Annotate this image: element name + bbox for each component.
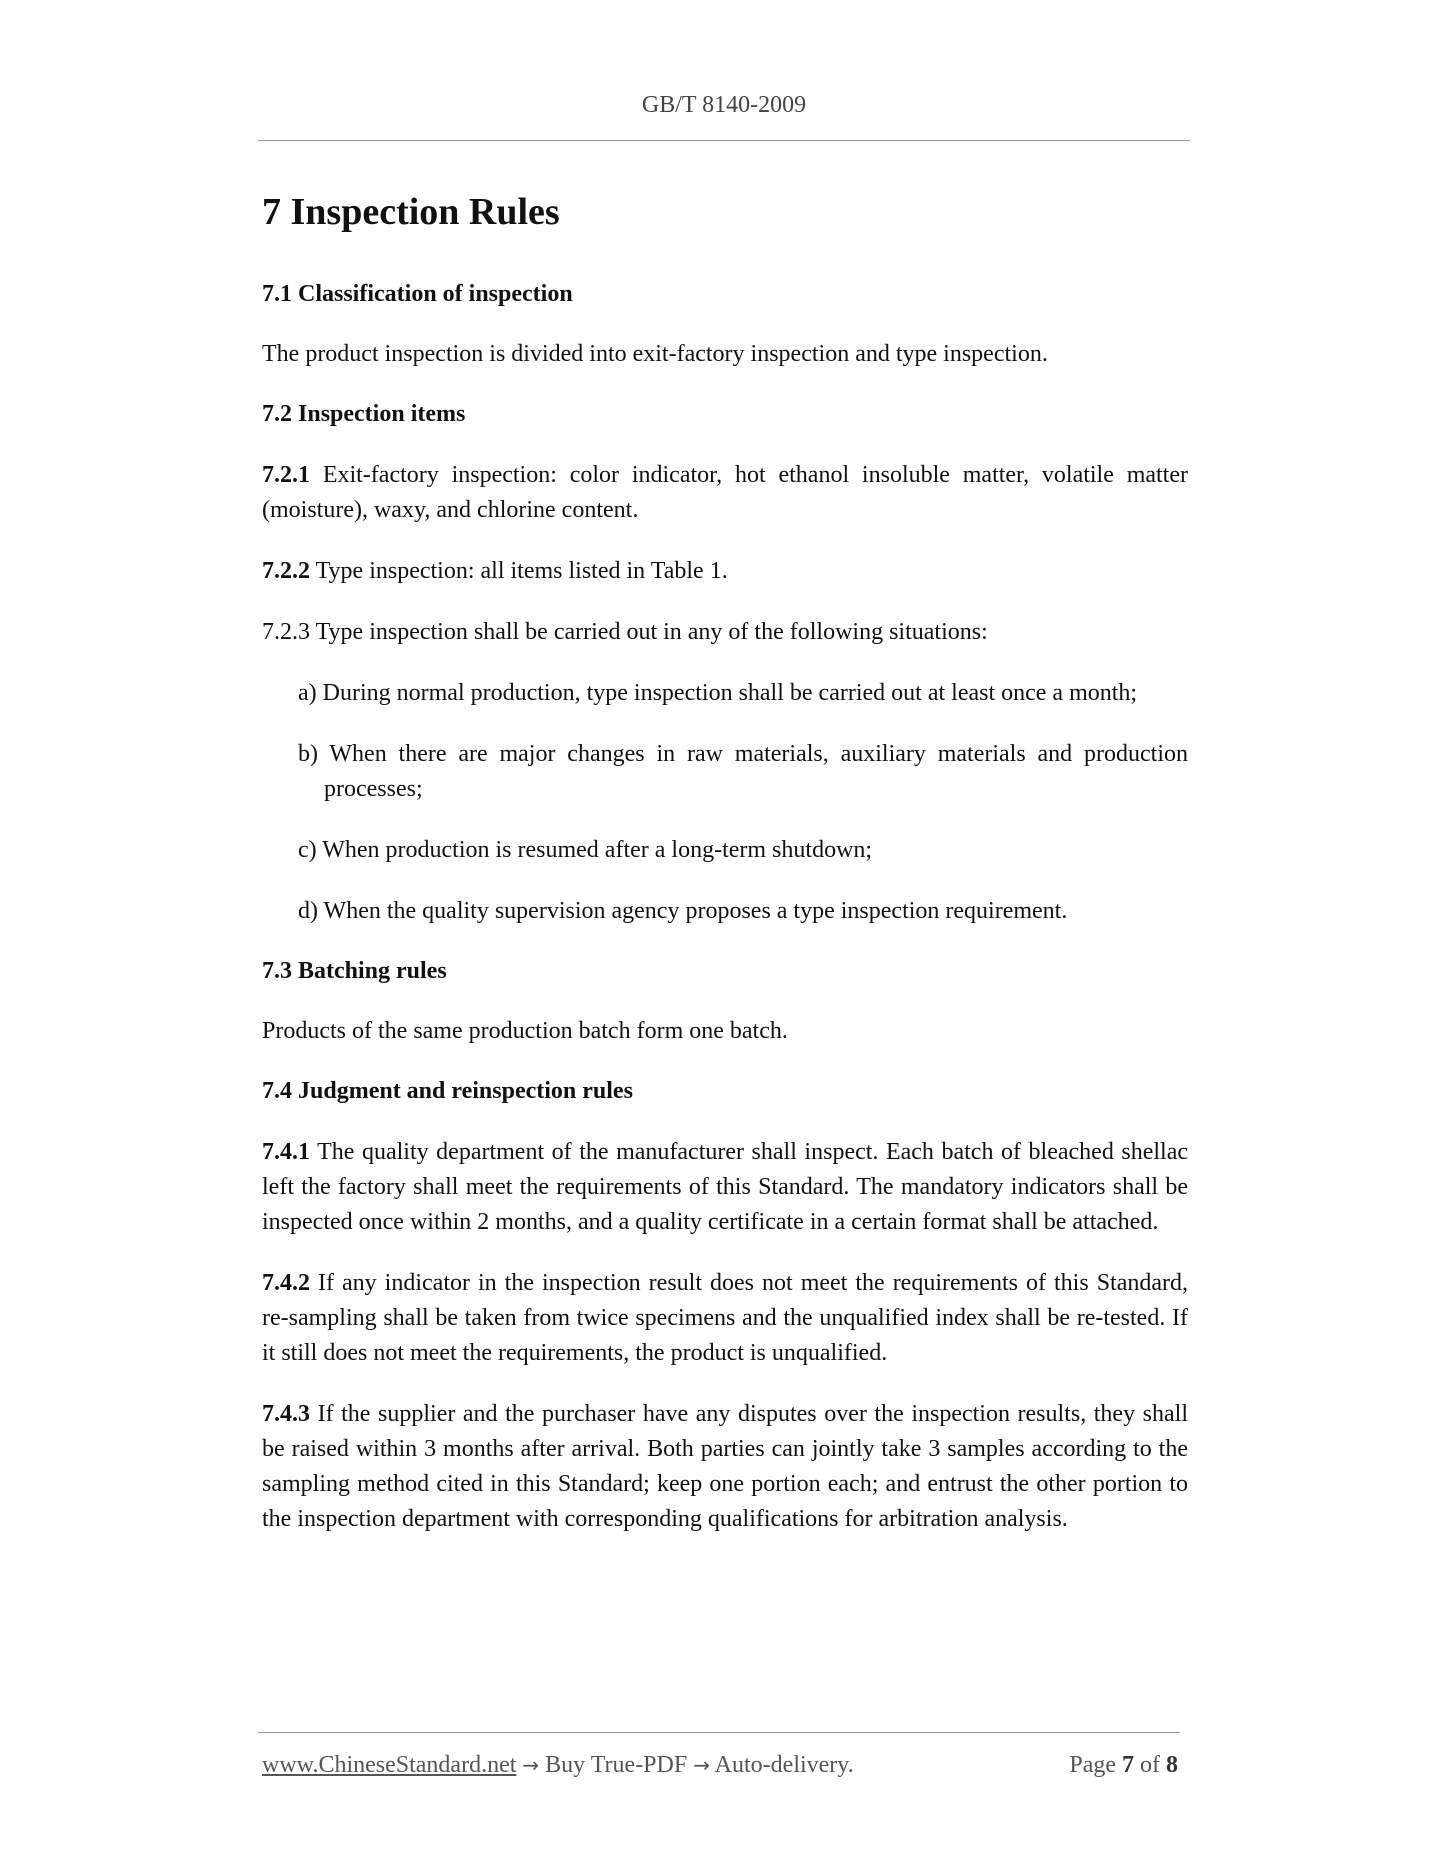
footer-links (262, 1752, 854, 1779)
list-item: a) During normal production, type inspection shall be carried out at least once a month; (298, 679, 1138, 706)
page-current: 7 (1122, 1752, 1134, 1778)
clause-text: If any indicator in the inspection result does not meet the requirements of this Standard, re-sampling shall be taken from twice specimens and the unqualified index shall be re-tested. If it still does not meet the requirements, the product is unqualified. (262, 1269, 1188, 1366)
paragraph-7-3: Products of the same production batch form one batch. (262, 1018, 788, 1045)
clause-text: The quality department of the manufacturer shall inspect. Each batch of bleached shellac left the factory shall meet the requirements of this Standard. The mandatory indicators shall be inspected once within 2 months, and a quality certificate in a certain format shall be attached. (262, 1138, 1188, 1235)
paragraph-7-2-3: 7.2.3 Type inspection shall be carried out in any of the following situations: (262, 618, 988, 645)
paragraph-7-4-3 (262, 1397, 1188, 1537)
heading-7-4: 7.4 Judgment and reinspection rules (262, 1078, 633, 1105)
footer-divider (258, 1732, 1180, 1733)
list-item: b) When there are major changes in raw materials, auxiliary materials and production processes; (298, 740, 1188, 802)
heading-7-1: 7.1 Classification of inspection (262, 280, 573, 307)
website-link[interactable]: www.ChineseStandard.net (262, 1752, 517, 1778)
list-item: c) When production is resumed after a long-term shutdown; (298, 836, 873, 863)
paragraph-7-4-2 (262, 1266, 1188, 1371)
arrow-right-icon: → (693, 1753, 710, 1777)
page-content (262, 190, 1188, 1563)
auto-delivery-text: Auto-delivery. (714, 1752, 854, 1778)
heading-7-2: 7.2 Inspection items (262, 401, 466, 428)
clause-number: 7.4.2 (262, 1269, 310, 1296)
clause-number: 7.4.3 (262, 1400, 310, 1427)
paragraph-7-2-2 (262, 554, 1188, 589)
heading-7-3: 7.3 Batching rules (262, 957, 447, 984)
paragraph-7-2-1 (262, 458, 1188, 528)
clause-number: 7.2.1 (262, 461, 310, 488)
clause-text: Type inspection: all items listed in Table 1. (310, 557, 728, 584)
buy-pdf-text: Buy True-PDF (545, 1752, 688, 1778)
paragraph-7-1: The product inspection is divided into exit-factory inspection and type inspection. (262, 341, 1048, 368)
clause-number: 7.2.2 (262, 557, 310, 584)
page-number (1069, 1752, 1178, 1779)
section-title: 7 Inspection Rules (262, 191, 560, 233)
page-total: 8 (1166, 1752, 1178, 1778)
clause-text: Exit-factory inspection: color indicator, hot ethanol insoluble matter, volatile matter (moisture), waxy, and chlorine content. (262, 461, 1188, 523)
header-divider (258, 140, 1190, 141)
list-item: d) When the quality supervision agency proposes a type inspection requirement. (298, 897, 1068, 924)
clause-number: 7.4.1 (262, 1138, 310, 1165)
arrow-right-icon: → (522, 1753, 540, 1777)
running-header: GB/T 8140-2009 (641, 92, 807, 118)
page-label: Page (1069, 1752, 1116, 1778)
clause-text: If the supplier and the purchaser have any disputes over the inspection results, they shall be raised within 3 months after arrival. Both parties can jointly take 3 samples according to the sampling method cited in this Standard; keep one portion each; and entrust the other portion to the inspection department with corresponding qualifications for arbitration analysis. (262, 1400, 1188, 1532)
paragraph-7-4-1 (262, 1135, 1188, 1240)
of-label: of (1140, 1752, 1160, 1778)
